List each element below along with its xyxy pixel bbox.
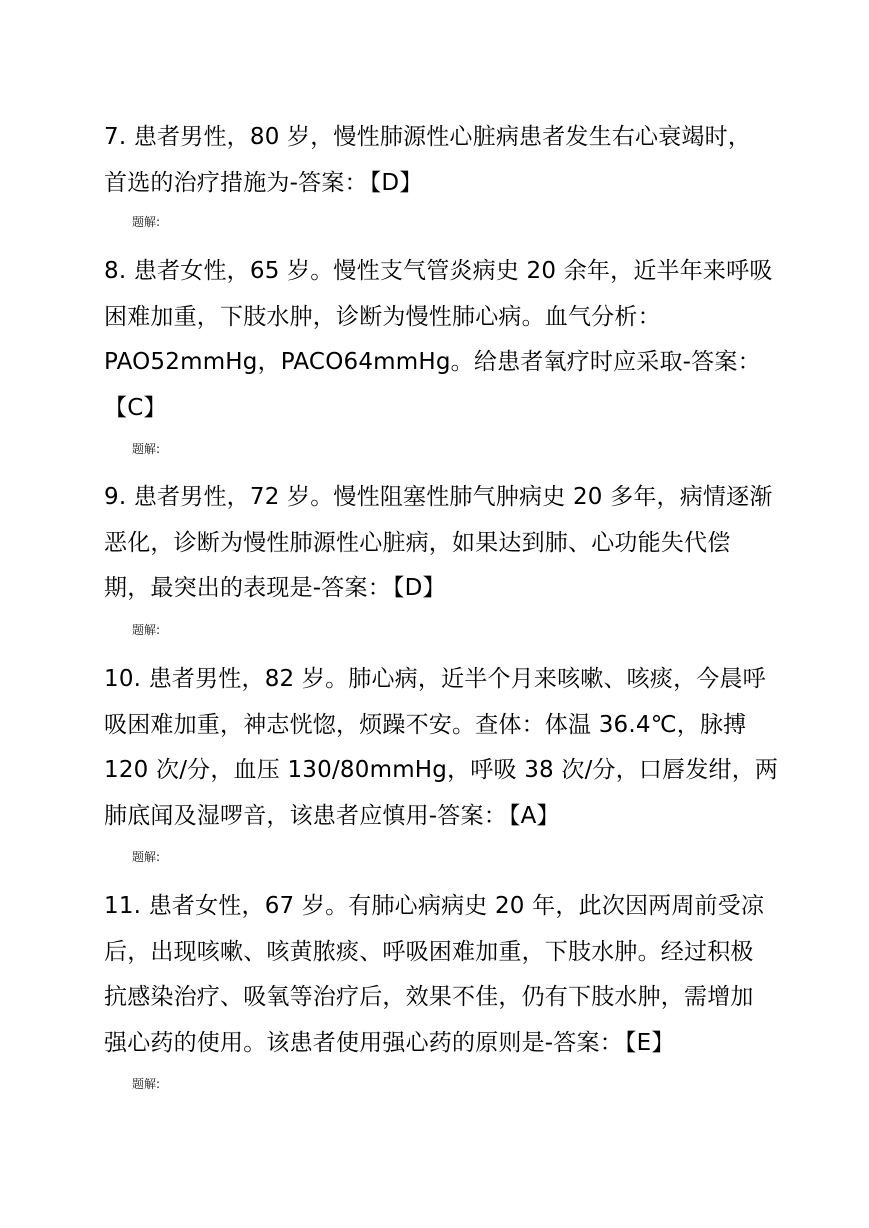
- explanation-label: 题解:: [132, 215, 161, 229]
- question-line: 吸困难加重，神志恍惚，烦躁不安。查体：体温 36.4℃，脉搏: [104, 711, 747, 738]
- question-line: [104, 566, 764, 612]
- question-line: 8. 患者女性，65 岁。慢性支气管炎病史 20 余年，近半年来呼吸: [104, 258, 773, 284]
- answer-label: 【D】: [392, 575, 446, 601]
- question-text: 强心药的使用。该患者使用强心药的原则是-答案：: [104, 1029, 623, 1056]
- question-line: 120 次/分，血压 130/80mmHg，呼吸 38 次/分，口唇发绀，两: [104, 757, 779, 783]
- question-line: 11. 患者女性，67 岁。有肺心病病史 20 年，此次因两周前受凉: [104, 893, 765, 919]
- question-line: [104, 161, 764, 207]
- question-line: 10. 患者男性，82 岁。肺心病，近半个月来咳嗽、咳痰，今晨呼: [104, 666, 766, 692]
- answer-label: 【A】: [508, 802, 560, 829]
- question-line: 后，出现咳嗽、咳黄脓痰、呼吸困难加重，下肢水肿。经过积极: [104, 938, 754, 965]
- answer-label: 【D】: [369, 169, 423, 196]
- question-text: 期，最突出的表现是-答案：: [104, 575, 391, 601]
- question-line: 抗感染治疗、吸氧等治疗后，效果不佳，仍有下肢水肿，需增加: [104, 984, 754, 1010]
- explanation-label: 题解:: [132, 623, 161, 637]
- question-line: [102, 386, 764, 432]
- question-7: [104, 115, 764, 206]
- question-line: PAO52mmHg，PACO64mmHg。给患者氧疗时应采取-答案：: [104, 349, 761, 375]
- question-text: 首选的治疗措施为-答案：: [104, 169, 368, 196]
- answer-label: 【E】: [624, 1029, 675, 1056]
- question-line: 困难加重，下肢水肿，诊断为慢性肺心病。血气分析：: [104, 303, 661, 330]
- explanation-label: 题解:: [132, 850, 161, 864]
- question-line: 9. 患者男性，72 岁。慢性阻塞性肺气肿病史 20 多年，病情逐渐: [104, 484, 773, 510]
- question-8: [104, 249, 773, 431]
- question-line: 7. 患者男性，80 岁，慢性肺源性心脏病患者发生右心衰竭时，: [104, 124, 752, 150]
- answer-label: 【C】: [104, 394, 167, 421]
- question-9: [104, 475, 773, 612]
- explanation-label: 题解:: [132, 1077, 161, 1091]
- question-line: [104, 1021, 764, 1067]
- question-line: [104, 794, 764, 840]
- question-11: [104, 884, 764, 1066]
- question-line: 恶化，诊断为慢性肺源性心脏病，如果达到肺、心功能失代偿: [104, 529, 731, 556]
- question-text: 肺底闻及湿啰音，该患者应慎用-答案：: [104, 802, 507, 829]
- question-10: [104, 657, 779, 839]
- explanation-label: 题解:: [132, 442, 161, 456]
